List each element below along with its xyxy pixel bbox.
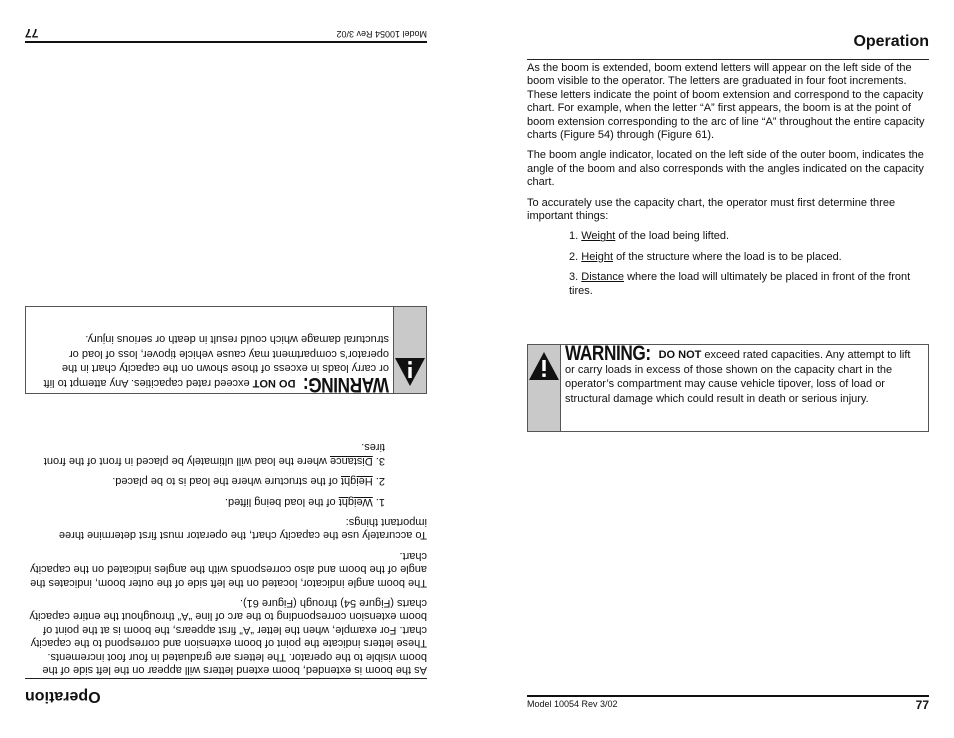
- list-item: 1. Weight of the load being lifted.: [569, 230, 730, 243]
- warning-do-not: DO NOT: [658, 349, 702, 361]
- paragraph: The boom angle indicator, located on the left side of the outer boom, indicates the angle of the boom and also corresponds with the angles indicated on the capacity chart.: [527, 149, 924, 189]
- warning-body-mirrored: exceed rated capacities. Any attempt to lift or carry loads in excess of those shown on the capacity chart in the operator’s compartment may cause vehicle tipover, loss of load or structural damage which could result in death or serious injury.: [43, 333, 389, 389]
- warning-body: exceed rated capacities. Any attempt to lift or carry loads in excess of those shown on the capacity chart in the operator’s compartment may cause vehicle tipover, loss of load or structural damage which could result in death or serious injury.: [565, 349, 911, 405]
- warning-box: [527, 344, 929, 432]
- warning-triangle-icon: [528, 351, 560, 381]
- section-title: Operation: [853, 33, 929, 50]
- footer-model: Model 10054 Rev 3/02: [527, 699, 618, 709]
- paragraph: To accurately use the capacity chart, the operator must first determine three important things:: [527, 196, 896, 223]
- requirements-list-mirrored: [25, 440, 427, 508]
- footer-rule: [527, 695, 929, 697]
- paragraph-mirrored: The boom angle indicator, located on the left side of the outer boom, indicates the angle of the boom and also corresponds with the angles indicated on the capacity chart.: [30, 549, 427, 589]
- page-number: 77: [915, 698, 929, 712]
- warning-icon-cell-mirrored: [393, 307, 426, 393]
- section-title-mirrored: Operation: [25, 688, 101, 705]
- warning-heading: WARNING:: [565, 342, 651, 365]
- list-item: 2. Height of the structure where the load is to be placed.: [569, 250, 842, 263]
- warning-icon-cell: [528, 345, 561, 431]
- requirements-list: [527, 230, 929, 298]
- warning-heading-mirrored: WARNING:: [303, 373, 389, 396]
- body-text: [527, 62, 929, 305]
- warning-text-mirrored: [26, 307, 393, 396]
- page: [477, 0, 954, 738]
- page-number-mirrored: 77: [25, 26, 39, 40]
- footer-rule-mirrored: [25, 41, 427, 43]
- warning-text: [561, 342, 928, 431]
- footer-model-mirrored: Model 10054 Rev 3/02: [336, 29, 427, 39]
- warning-box-mirrored: [25, 306, 427, 394]
- list-item: 2. Height of the structure where the load is to be placed.: [112, 475, 385, 488]
- paragraph-mirrored: As the boom is extended, boom extend letters will appear on the left side of the boom visible to the operator. The letters are graduated in four foot increments. These letters indicate the point of boom extension and correspond to the capacity chart. For example, when the letter “A” first appears, the boom is at the point of boom extension corresponding to the arc of line “A” throughout the entire capacity charts (Figure 54) through (Figure 61).: [29, 596, 427, 676]
- warning-triangle-icon: [394, 357, 426, 387]
- header-rule-mirrored: [25, 678, 427, 679]
- paragraph: As the boom is extended, boom extend letters will appear on the left side of the boom visible to the operator. The letters are graduated in four foot increments. These letters indicate the point of boom extension and correspond to the capacity chart. For example, when the letter “A” first appears, the boom is at the point of boom extension corresponding to the arc of line “A” throughout the entire capacity charts (Figure 54) through (Figure 61).: [527, 62, 925, 142]
- list-item: 3. Distance where the load will ultimately be placed in front of the front tires.: [43, 441, 385, 467]
- list-item: 3. Distance where the load will ultimately be placed in front of the front tires.: [569, 271, 911, 297]
- paragraph-mirrored: To accurately use the capacity chart, the operator must first determine three important things:: [58, 515, 427, 542]
- body-text-mirrored: [25, 433, 427, 676]
- list-item: 1. Weight of the load being lifted.: [224, 495, 385, 508]
- warning-do-not-mirrored: DO NOT: [252, 377, 296, 389]
- header-rule: [527, 59, 929, 60]
